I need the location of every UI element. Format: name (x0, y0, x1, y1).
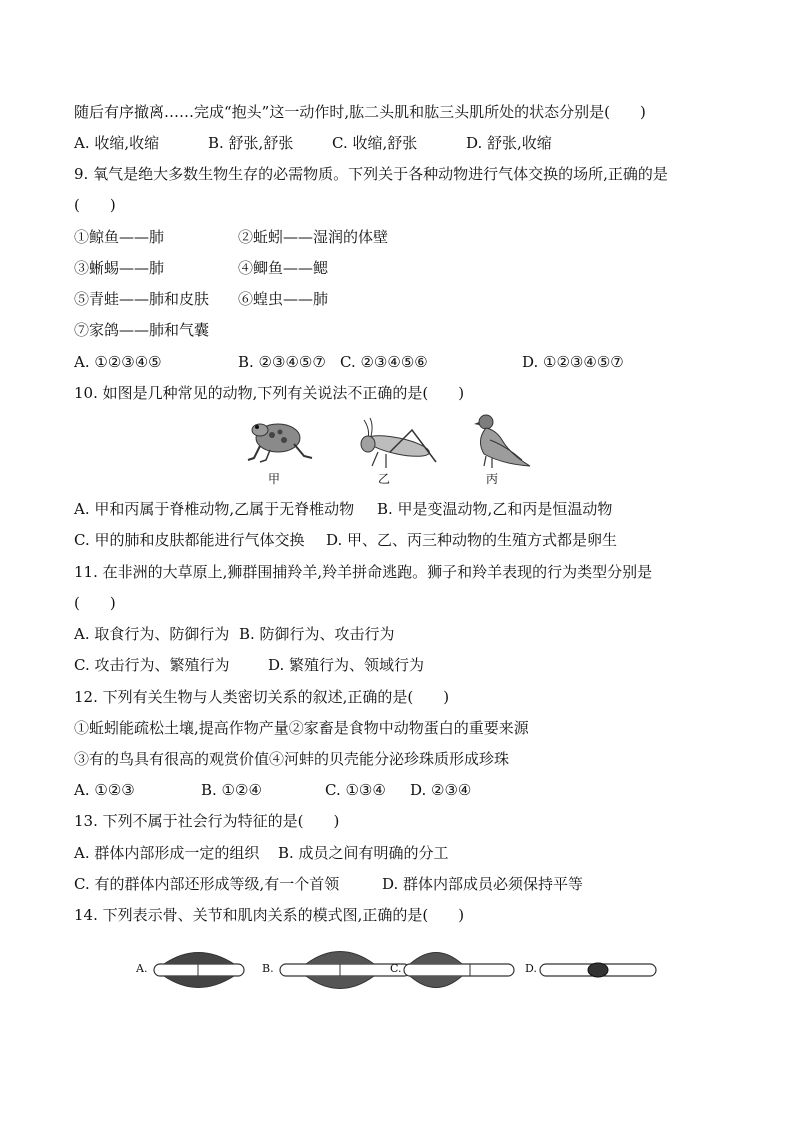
q14-label-d: D. (525, 962, 537, 975)
q10-label-bing: 丙 (486, 472, 499, 486)
q9-item-6: ⑥蝗虫——肺 (238, 290, 329, 308)
q9-stem: 9. 氧气是绝大多数生物生存的必需物质。下列关于各种动物进行气体交换的场所,正确的是 (74, 165, 668, 183)
q13-stem: 13. 下列不属于社会行为特征的是( ) (74, 812, 340, 830)
q8-option-d: D. 舒张,收缩 (466, 134, 552, 152)
q12-option-c: C. ①③④ (325, 781, 386, 799)
diagram-c (404, 953, 514, 988)
q13-option-c: C. 有的群体内部还形成等级,有一个首领 (74, 875, 340, 893)
q11-option-c: C. 攻击行为、繁殖行为 (74, 656, 230, 674)
q12-option-d: D. ②③④ (410, 781, 472, 799)
q10-label-yi: 乙 (378, 472, 391, 486)
q12-line-2: ③有的鸟具有很高的观赏价值④河蚌的贝壳能分泌珍珠质形成珍珠 (74, 750, 510, 768)
q12-stem: 12. 下列有关生物与人类密切关系的叙述,正确的是( ) (74, 688, 450, 706)
q12-line-1: ①蚯蚓能疏松土壤,提高作物产量②家畜是食物中动物蛋白的重要来源 (74, 719, 529, 737)
q12-option-b: B. ①②④ (201, 781, 262, 799)
q14-label-a: A. (136, 962, 148, 975)
q9-item-5: ⑤青蛙——肺和皮肤 (74, 290, 210, 308)
q11-paren: ( ) (74, 594, 116, 612)
q9-option-c: C. ②③④⑤⑥ (340, 353, 428, 371)
q8-option-b: B. 舒张,舒张 (208, 134, 294, 152)
q8-option-c: C. 收缩,舒张 (332, 134, 418, 152)
q13-option-b: B. 成员之间有明确的分工 (278, 844, 449, 862)
diagram-d (540, 963, 656, 977)
q10-option-d: D. 甲、乙、丙三种动物的生殖方式都是卵生 (326, 531, 618, 549)
q10-option-a: A. 甲和丙属于脊椎动物,乙属于无脊椎动物 (74, 500, 355, 518)
q9-item-2: ②蚯蚓——湿润的体壁 (238, 228, 389, 246)
q11-option-b: B. 防御行为、攻击行为 (239, 625, 395, 643)
q9-item-3: ③蜥蜴——肺 (74, 259, 165, 277)
q9-option-b: B. ②③④⑤⑦ (238, 353, 326, 371)
grasshopper-image (361, 418, 436, 468)
q10-animals-figure (240, 410, 550, 490)
q10-stem: 10. 如图是几种常见的动物,下列有关说法不正确的是( ) (74, 384, 465, 402)
q9-item-4: ④鲫鱼——鳃 (238, 259, 329, 277)
pigeon-image (474, 415, 530, 468)
q14-label-b: B. (262, 962, 274, 975)
frog-image (248, 424, 312, 462)
q10-option-b: B. 甲是变温动物,乙和丙是恒温动物 (377, 500, 613, 518)
q9-option-d: D. ①②③④⑤⑦ (522, 353, 624, 371)
q11-option-d: D. 繁殖行为、领域行为 (268, 656, 425, 674)
q9-paren: ( ) (74, 196, 116, 214)
q10-option-c: C. 甲的肺和皮肤都能进行气体交换 (74, 531, 305, 549)
q9-item-7: ⑦家鸽——肺和气囊 (74, 321, 210, 339)
diagram-a (154, 953, 244, 988)
q8-option-a: A. 收缩,收缩 (74, 134, 160, 152)
q13-option-a: A. 群体内部形成一定的组织 (74, 844, 260, 862)
q14-stem: 14. 下列表示骨、关节和肌肉关系的模式图,正确的是( ) (74, 906, 465, 924)
q13-option-d: D. 群体内部成员必须保持平等 (382, 875, 584, 893)
q11-option-a: A. 取食行为、防御行为 (74, 625, 230, 643)
q10-label-jia: 甲 (268, 472, 281, 486)
q11-stem: 11. 在非洲的大草原上,狮群围捕羚羊,羚羊拼命逃跑。狮子和羚羊表现的行为类型分别是 (74, 563, 653, 581)
q14-label-c: C. (390, 962, 402, 975)
q8-continuation: 随后有序撤离……完成“抱头”这一动作时,肱二头肌和肱三头肌所处的状态分别是( ) (74, 103, 646, 121)
q9-item-1: ①鲸鱼——肺 (74, 228, 165, 246)
q9-option-a: A. ①②③④⑤ (74, 353, 162, 371)
q12-option-a: A. ①②③ (74, 781, 135, 799)
